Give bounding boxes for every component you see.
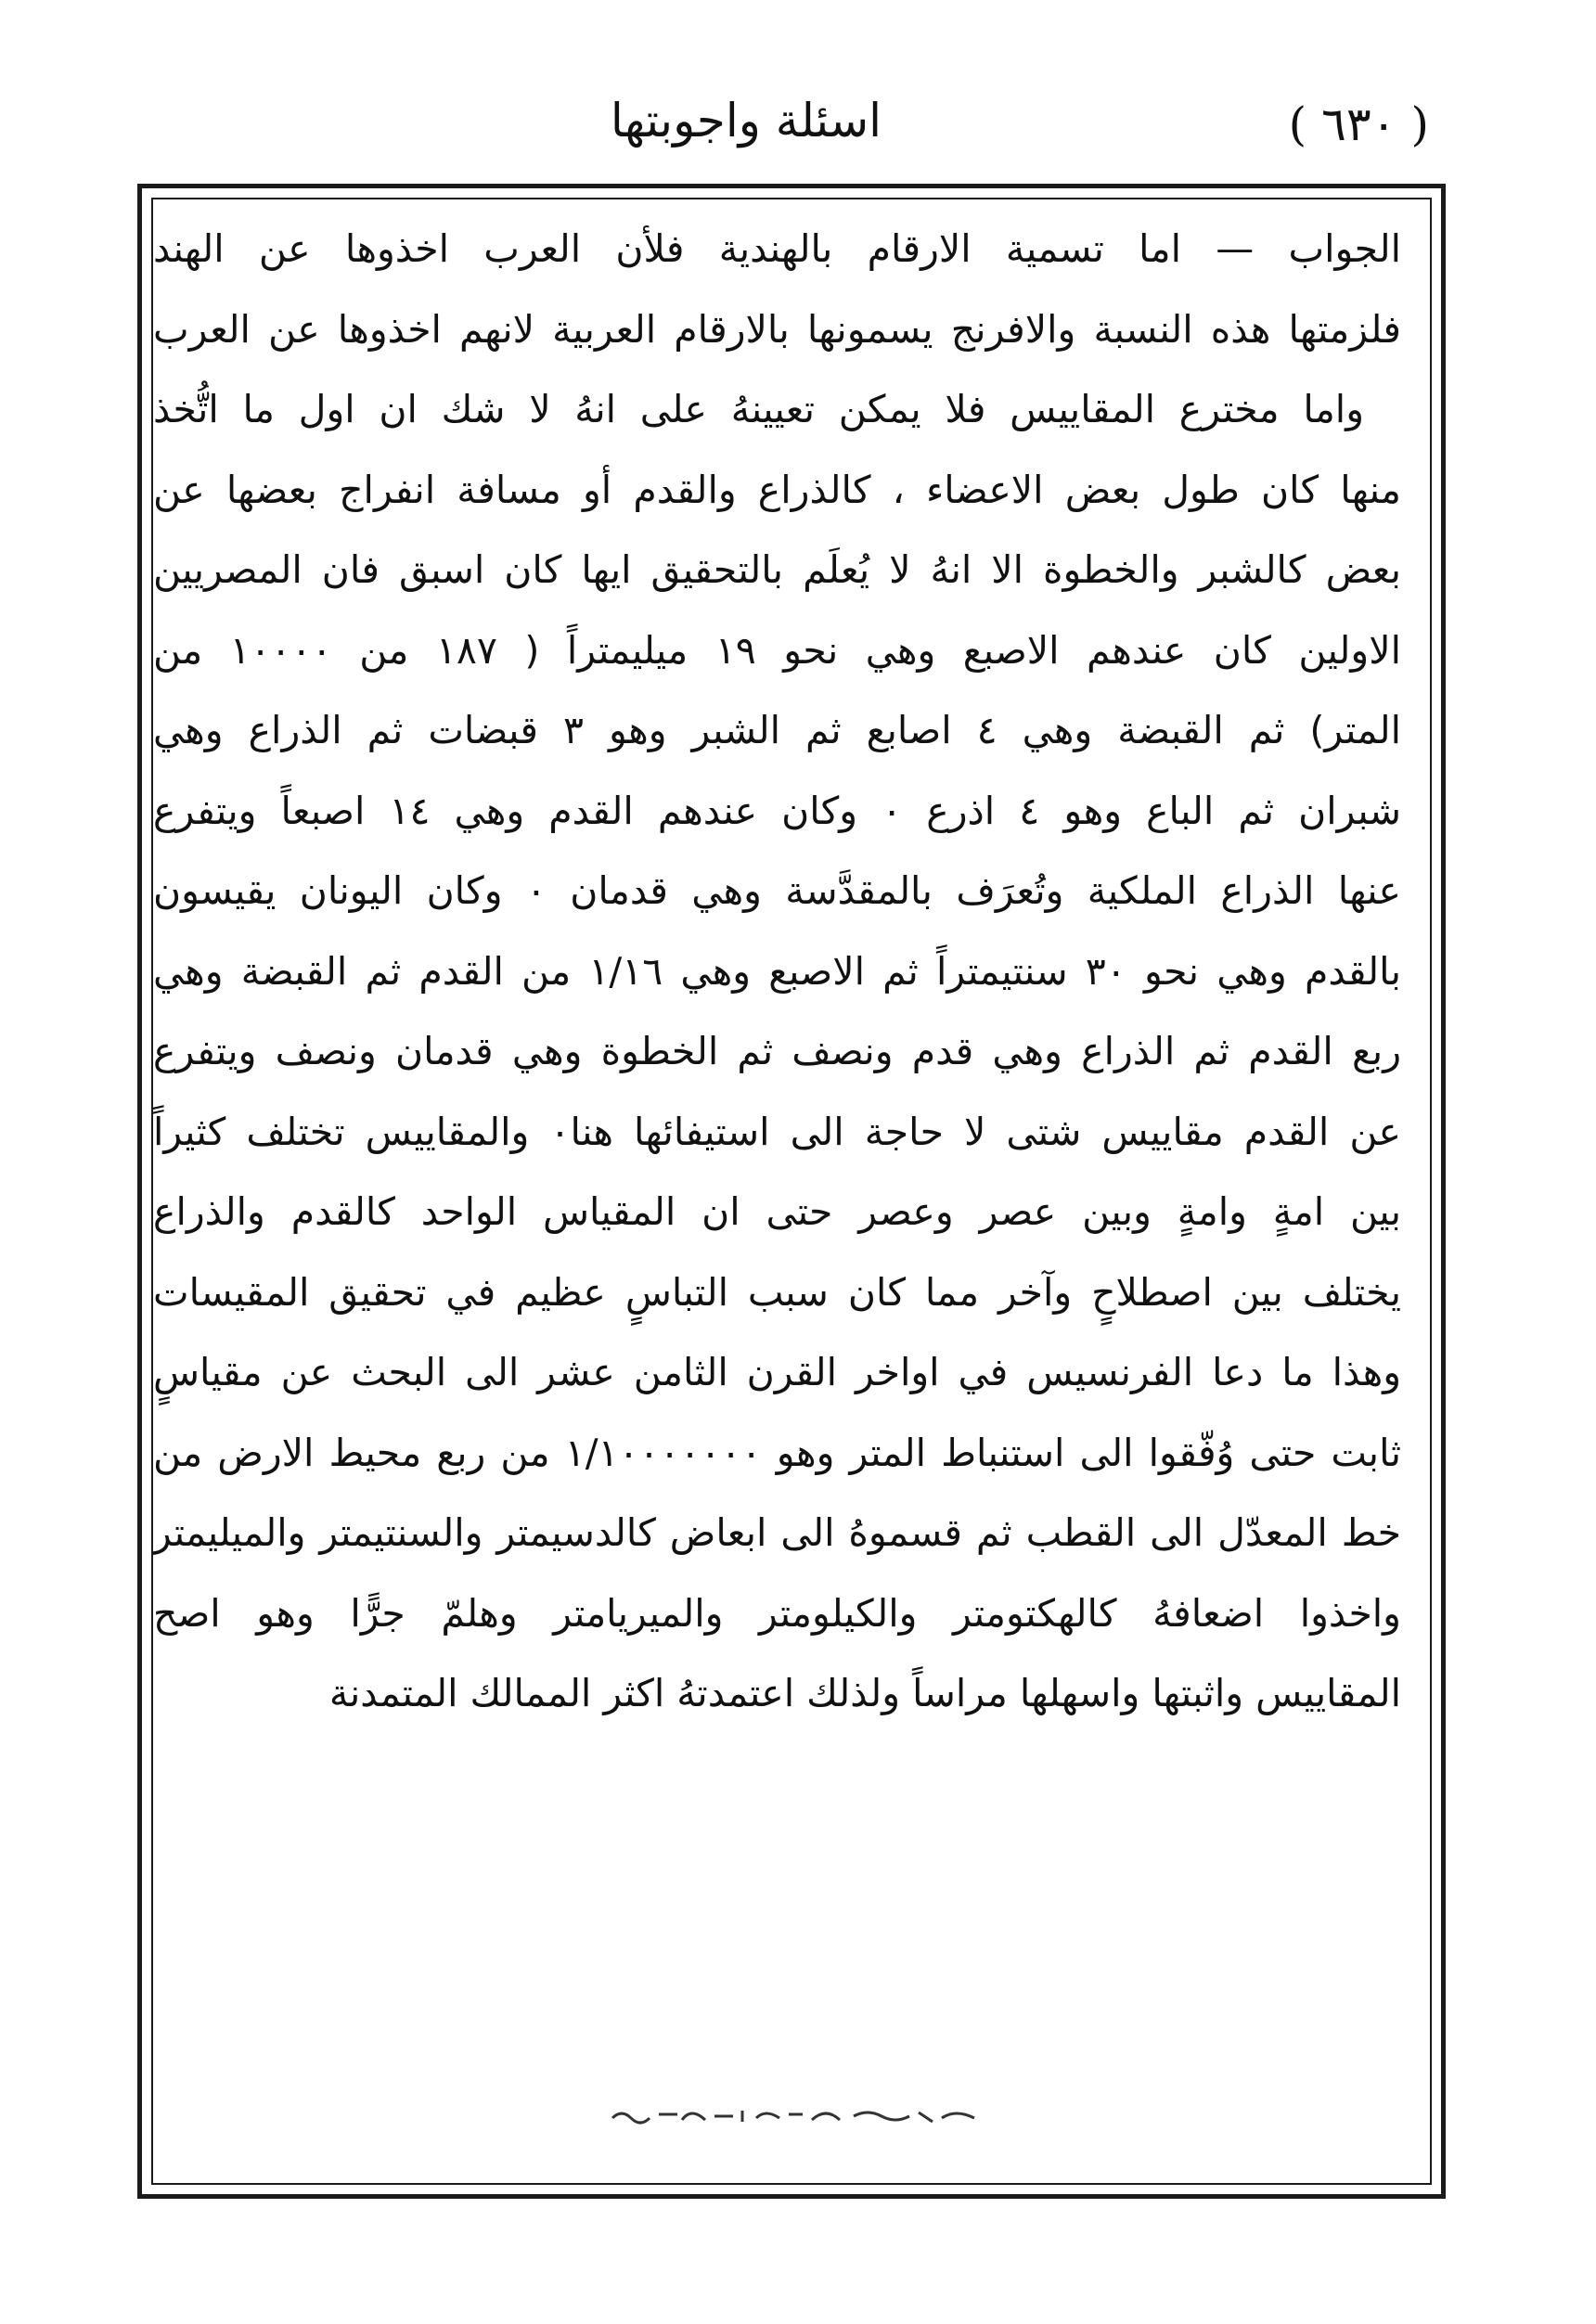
text-line: منها كان طول بعض الاعضاء ، كالذراع والقدم أو مسافة انفراج بعضها عن [153,467,1401,512]
text-line: فلزمتها هذه النسبة والافرنج يسمونها بالارقام العربية لانهم اخذوها عن العرب [153,306,1401,352]
printer-mark-icon [603,2101,993,2129]
text-line: شبران ثم الباع وهو ٤ اذرع ٠ وكان عندهم القدم وهي ١٤ اصبعاً ويتفرع [153,788,1401,833]
text-line: ثابت حتى وُفّقوا الى استنباط المتر وهو ١/١٠٠٠٠٠٠٠ من ربع محيط الارض من [153,1430,1401,1475]
body-text [153,209,1401,1734]
text-line: الجواب — اما تسمية الارقام بالهندية فلأن العرب اخذوها عن الهند [153,226,1401,271]
text-line: يختلف بين اصطلاحٍ وآخر مما كان سبب التباسٍ عظيم في تحقيق المقيسات [153,1269,1401,1315]
footer-printer-mark [603,2101,993,2129]
running-title: اسئلة واجوبتها [610,94,882,148]
text-line: بعض كالشبر والخطوة الا انهُ لا يُعلَم بالتحقيق ايها كان اسبق فان المصريين [153,547,1401,592]
text-line: وهذا ما دعا الفرنسيس في اواخر القرن الثامن عشر الى البحث عن مقياسٍ [153,1350,1401,1394]
text-line: عنها الذراع الملكية وتُعرَف بالمقدَّسة وهي قدمان ٠ وكان اليونان يقيسون [153,868,1401,913]
text-line: ربع القدم ثم الذراع وهي قدم ونصف ثم الخطوة وهي قدمان ونصف ويتفرع [153,1029,1401,1073]
text-line: الاولين كان عندهم الاصبع وهي نحو ١٩ ميليمتراً ( ١٨٧ من ١٠٠٠٠ من [153,627,1401,673]
text-line: واما مخترع المقاييس فلا يمكن تعيينهُ على انهُ لا شك ان اول ما اتُّخذ [153,387,1364,431]
text-line: خط المعدّل الى القطب ثم قسموهُ الى ابعاض كالدسيمتر والسنتيمتر والميليمتر [153,1510,1401,1555]
page-header [139,88,1429,172]
text-line: واخذوا اضعافهُ كالهكتومتر والكيلومتر والميريامتر وهلمّ جرًّا وهو اصح [153,1590,1401,1636]
text-line: المتر) ثم القبضة وهي ٤ اصابع ثم الشبر وهو ٣ قبضات ثم الذراع وهي [153,708,1401,752]
text-line: بين امةٍ وامةٍ وبين عصر وعصر حتى ان المقياس الواحد كالقدم والذراع [153,1189,1401,1234]
text-line: عن القدم مقاييس شتى لا حاجة الى استيفائها هنا٠ والمقاييس تختلف كثيراً [153,1109,1401,1154]
page-number: ( ٦٣٠ ) [1288,97,1429,151]
text-line: المقاييس واثبتها واسهلها مراساً ولذلك اعتمدتهُ اكثر الممالك المتمدنة [328,1671,1401,1715]
text-line: بالقدم وهي نحو ٣٠ سنتيمتراً ثم الاصبع وهي ١/١٦ من القدم ثم القبضة وهي [153,948,1401,994]
